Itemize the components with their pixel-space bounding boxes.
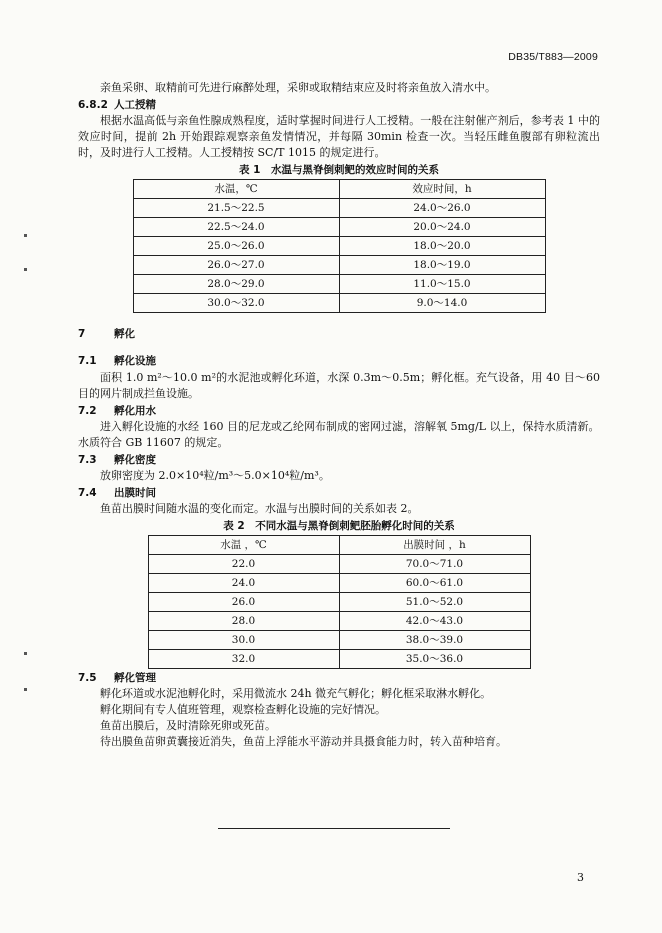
table-cell: 38.0～39.0 bbox=[339, 631, 530, 650]
table-cell: 20.0～24.0 bbox=[339, 218, 545, 237]
table-cell: 9.0～14.0 bbox=[339, 294, 545, 313]
table-cell: 32.0 bbox=[148, 650, 339, 669]
scan-mark bbox=[24, 688, 27, 691]
table-row bbox=[148, 631, 530, 650]
hatching-water-paragraph: 进入孵化设施的水经 160 目的尼龙或乙纶网布制成的密网过滤，溶解氧 5mg/L 以上，保持水质清新。 bbox=[100, 419, 600, 433]
page-number: 3 bbox=[577, 871, 584, 884]
table-header-cell: 水温 ，℃ bbox=[148, 536, 339, 555]
section-title: 出膜时间 bbox=[114, 486, 156, 499]
section-heading-7-5 bbox=[78, 671, 600, 686]
table2 bbox=[148, 535, 531, 669]
table-row bbox=[133, 294, 545, 313]
section-heading-6-8-2 bbox=[78, 98, 600, 113]
table-row bbox=[148, 593, 530, 612]
section-heading-7-3 bbox=[78, 453, 600, 468]
section-number: 6.8.2 bbox=[78, 98, 108, 111]
table-row bbox=[133, 199, 545, 218]
table-cell: 11.0～15.0 bbox=[339, 275, 545, 294]
table-cell: 51.0～52.0 bbox=[339, 593, 530, 612]
document-code: DB35/T883—2009 bbox=[508, 51, 598, 63]
table1-caption: 表 1 水温与黑脊倒刺鲃的效应时间的关系 bbox=[239, 163, 439, 176]
section-heading-7-1 bbox=[78, 354, 600, 369]
section-number: 7.5 bbox=[78, 672, 97, 685]
section-title: 孵化用水 bbox=[114, 404, 156, 417]
section-heading-7-4 bbox=[78, 486, 600, 501]
table-cell: 22.5～24.0 bbox=[133, 218, 339, 237]
scan-mark bbox=[24, 268, 27, 271]
table-header-row bbox=[133, 180, 545, 199]
table-row bbox=[148, 555, 530, 574]
table-cell: 28.0～29.0 bbox=[133, 275, 339, 294]
table-row bbox=[133, 237, 545, 256]
table-row bbox=[133, 256, 545, 275]
table-row bbox=[133, 218, 545, 237]
section-title: 孵化 bbox=[114, 328, 135, 341]
section-title: 孵化管理 bbox=[114, 672, 156, 685]
table-header-cell: 出膜时间 ，h bbox=[339, 536, 530, 555]
end-rule bbox=[218, 828, 450, 829]
table1 bbox=[133, 179, 546, 313]
table-cell: 42.0～43.0 bbox=[339, 612, 530, 631]
table-row bbox=[148, 574, 530, 593]
section-number: 7.4 bbox=[78, 486, 97, 499]
artificial-insemination-paragraph: 根据水温高低与亲鱼性腺成熟程度，适时掌握时间进行人工授精。一般在注射催产剂后，参考表 1 中的效应时间，提前 2h 开始跟踪观察亲鱼发情情况，并每隔 30min 检查一次。当轻压雌鱼腹部有卵粒流出时，及时进行人工授精。人工授精按 SC/T 1015 的规定进行。 bbox=[78, 114, 600, 160]
hatching-management-line: 待出膜鱼苗卵黄囊接近消失，鱼苗上浮能水平游动并具摄食能力时，转入苗种培育。 bbox=[100, 735, 507, 749]
table-cell: 18.0～19.0 bbox=[339, 256, 545, 275]
table-cell: 28.0 bbox=[148, 612, 339, 631]
table-cell: 24.0～26.0 bbox=[339, 199, 545, 218]
emergence-time-paragraph: 鱼苗出膜时间随水温的变化而定。水温与出膜时间的关系如表 2。 bbox=[100, 501, 419, 515]
section-number: 7.1 bbox=[78, 355, 97, 368]
table-cell: 22.0 bbox=[148, 555, 339, 574]
section-title: 孵化密度 bbox=[114, 453, 156, 466]
table-header-cell: 水温，℃ bbox=[133, 180, 339, 199]
table-cell: 25.0～26.0 bbox=[133, 237, 339, 256]
table-row bbox=[133, 275, 545, 294]
scan-mark bbox=[24, 652, 27, 655]
table-cell: 70.0～71.0 bbox=[339, 555, 530, 574]
table-row bbox=[148, 612, 530, 631]
section-title: 人工授精 bbox=[114, 98, 156, 111]
table-cell: 18.0～20.0 bbox=[339, 237, 545, 256]
water-quality-line: 水质符合 GB 11607 的规定。 bbox=[78, 435, 229, 449]
table-cell: 35.0～36.0 bbox=[339, 650, 530, 669]
table-header-row bbox=[148, 536, 530, 555]
table-cell: 30.0～32.0 bbox=[133, 294, 339, 313]
section-heading-7 bbox=[78, 327, 600, 342]
section-number: 7 bbox=[78, 328, 86, 341]
hatching-management-line: 孵化期间有专人值班管理，观察检查孵化设施的完好情况。 bbox=[100, 703, 386, 717]
table-cell: 60.0～61.0 bbox=[339, 574, 530, 593]
hatching-facility-paragraph: 面积 1.0 m²～10.0 m²的水泥池或孵化环道，水深 0.3m～0.5m；孵化框。充气设备，用 40 目～60 目的网片制成拦鱼设施。 bbox=[78, 370, 600, 400]
hatching-management-line: 孵化环道或水泥池孵化时，采用微流水 24h 微充气孵化；孵化框采取淋水孵化。 bbox=[100, 687, 492, 701]
section-number: 7.2 bbox=[78, 404, 97, 417]
table-header-cell: 效应时间，h bbox=[339, 180, 545, 199]
intro-paragraph: 亲鱼采卵、取精前可先进行麻醉处理，采卵或取精结束应及时将亲鱼放入清水中。 bbox=[100, 81, 496, 94]
section-heading-7-2 bbox=[78, 404, 600, 419]
table-cell: 21.5～22.5 bbox=[133, 199, 339, 218]
table-cell: 24.0 bbox=[148, 574, 339, 593]
table-cell: 30.0 bbox=[148, 631, 339, 650]
table2-caption: 表 2 不同水温与黑脊倒刺鲃胚胎孵化时间的关系 bbox=[223, 519, 455, 532]
document-body bbox=[78, 80, 600, 750]
scan-mark bbox=[24, 234, 27, 237]
section-number: 7.3 bbox=[78, 453, 97, 466]
hatching-management-line: 鱼苗出膜后，及时清除死卵或死苗。 bbox=[100, 719, 276, 733]
section-title: 孵化设施 bbox=[114, 355, 156, 368]
table-cell: 26.0 bbox=[148, 593, 339, 612]
table-cell: 26.0～27.0 bbox=[133, 256, 339, 275]
hatching-density-paragraph: 放卵密度为 2.0×10⁴粒/m³～5.0×10⁴粒/m³。 bbox=[100, 468, 330, 482]
table-row bbox=[148, 650, 530, 669]
